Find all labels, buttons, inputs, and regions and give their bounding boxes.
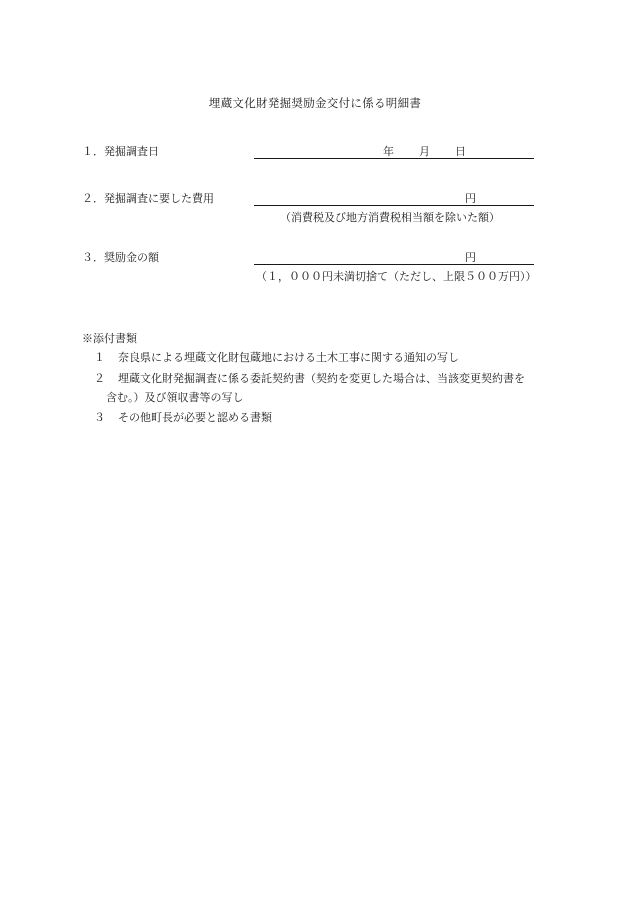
attachment-1-text: 奈良県による埋蔵文化財包蔵地における土木工事に関する通知の写し <box>118 351 459 364</box>
grant-amount-note: （１，０００円未満切捨て（ただし、上限５００万円）） <box>256 270 537 283</box>
survey-cost-note: （消費税及び地方消費税相当額を除いた額） <box>280 211 500 224</box>
item-grant-amount-label: ３．奨励金の額 <box>82 251 159 264</box>
document-title: 埋蔵文化財発掘奨励金交付に係る明細書 <box>208 96 422 110</box>
attachments-heading: ※添付書類 <box>82 332 137 345</box>
survey-cost-underline <box>254 205 534 206</box>
attachment-2-text-continued: 含む。）及び領収書等の写し <box>106 391 244 404</box>
item-survey-cost-label: ２．発掘調査に要した費用 <box>82 192 214 205</box>
survey-date-underline <box>254 158 534 159</box>
grant-amount-unit: 円 <box>465 251 476 264</box>
attachment-3-number: ３ <box>94 411 105 424</box>
grant-amount-underline <box>254 264 534 265</box>
attachment-1-number: １ <box>94 351 105 364</box>
day-unit: 日 <box>455 145 466 158</box>
month-unit: 月 <box>419 145 430 158</box>
attachment-2-text: 埋蔵文化財発掘調査に係る委託契約書（契約を変更した場合は、当該変更契約書を <box>118 372 525 385</box>
item-survey-date-label: １．発掘調査日 <box>82 145 159 158</box>
survey-cost-unit: 円 <box>465 192 476 205</box>
year-unit: 年 <box>383 145 394 158</box>
attachment-2-number: ２ <box>94 372 105 385</box>
attachment-3-text: その他町長が必要と認める書類 <box>118 411 272 424</box>
